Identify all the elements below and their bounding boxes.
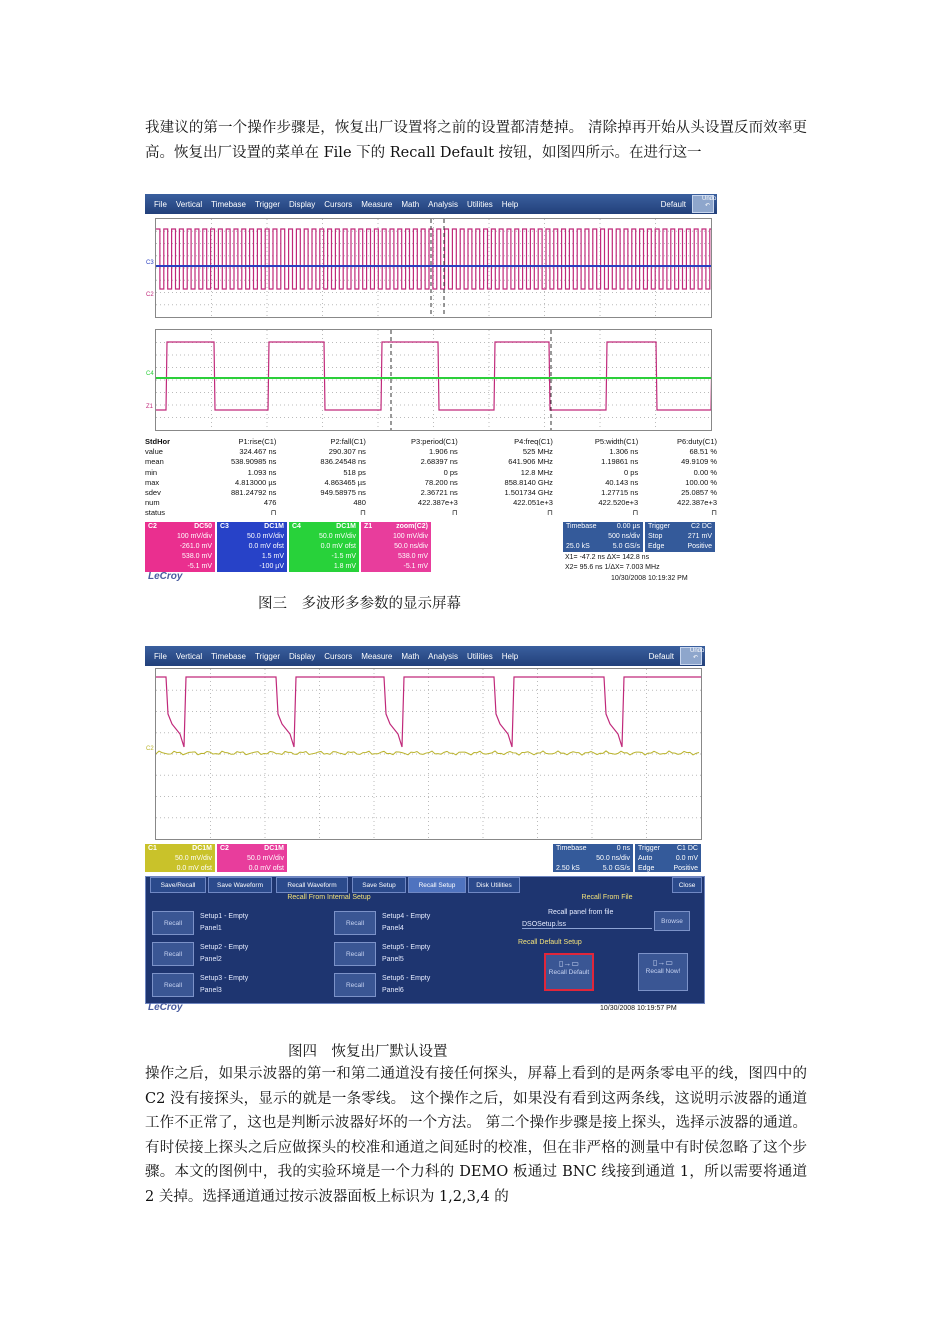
parameter-value[interactable]: P2:fall(C1): [330, 437, 366, 446]
menu-file[interactable]: File: [154, 199, 167, 209]
recall-file-label: Recall panel from file: [548, 909, 614, 916]
trigger-mode: Stop: [648, 533, 663, 540]
menu-cursors[interactable]: Cursors: [324, 199, 353, 209]
setup-name: Setup4 - Empty: [382, 913, 431, 920]
parameter-row: [145, 478, 717, 488]
channel-scale: 100 mV/div: [176, 533, 212, 540]
parameter-value: 78.200 ns: [424, 477, 458, 487]
menu-timebase[interactable]: Timebase: [211, 651, 246, 661]
channel-coupling: zoom(C2): [396, 523, 428, 530]
menu-analysis[interactable]: Analysis: [428, 199, 458, 209]
setup-slot-label: [200, 942, 248, 966]
channel-coupling: DC1M: [192, 845, 212, 852]
timebase-delay: 0 ns: [616, 845, 630, 852]
trigger-level: 0.0 mV: [675, 855, 698, 862]
setup-panel: Panel4: [382, 925, 404, 932]
recall-setup5-button[interactable]: Recall: [334, 942, 376, 966]
trigger-level: 271 mV: [687, 533, 712, 540]
trigger-mode: Auto: [638, 855, 653, 862]
parameter-value: 68.51 %: [689, 447, 717, 457]
timebase-scale: 50.0 ns/div: [596, 855, 630, 862]
channel-box-c2[interactable]: [217, 844, 287, 872]
trace-label-c3: C3: [146, 260, 154, 266]
parameter-value: 641.906 MHz: [508, 457, 553, 467]
parameter-value: 422.387e+3: [417, 498, 458, 508]
menu-trigger[interactable]: Trigger: [254, 651, 280, 661]
tab-save-recall[interactable]: Save/Recall: [150, 877, 206, 893]
parameter-label: value: [145, 447, 163, 457]
setup-panel: Panel2: [200, 956, 222, 963]
channel-scale: 50.0 mV/div: [247, 533, 284, 540]
channel-offset: 0.0 mV ofst: [320, 543, 356, 550]
tab-recall-setup[interactable]: Recall Setup: [408, 877, 466, 893]
menu-measure[interactable]: Measure: [361, 199, 393, 209]
parameter-value: 0 ps: [443, 467, 458, 477]
cursor-readout-2: X2= 95.6 ns 1/ΔX= 7.003 MHz: [565, 564, 660, 571]
trigger-type: Edge: [638, 865, 655, 872]
parameter-label: mean: [145, 457, 164, 467]
channel-readout-1: 1.5 mV: [261, 553, 284, 560]
setup-slot-label: [200, 911, 248, 935]
parameter-value: 422.387e+3: [677, 498, 717, 508]
setup-slot-label: [382, 973, 430, 997]
parameter-label: max: [145, 477, 160, 487]
parameter-value: 949.58975 ns: [320, 488, 366, 498]
channel-coupling: DC1M: [264, 845, 284, 852]
recall-file-field[interactable]: DSOSetup.lss: [522, 921, 652, 929]
menu-math[interactable]: Math: [401, 651, 420, 661]
parameter-value: ⊓: [360, 508, 366, 518]
timestamp: 10/30/2008 10:19:57 PM: [600, 1005, 677, 1012]
trigger-label: Trigger: [638, 845, 660, 852]
waveform-grid-upper[interactable]: [155, 218, 712, 318]
parameter-row: [145, 468, 717, 478]
waveform-grid-lower[interactable]: [155, 329, 712, 431]
parameter-value: 480: [353, 498, 366, 508]
parameter-label: min: [145, 467, 158, 477]
menu-display[interactable]: Display: [289, 199, 316, 209]
setup-name: Setup1 - Empty: [200, 913, 249, 920]
channel-box-c4[interactable]: [289, 522, 359, 572]
channel-readout-1: 538.0 mV: [398, 553, 428, 560]
close-button[interactable]: Close: [672, 877, 702, 893]
timebase-rate: 5.0 GS/s: [612, 543, 640, 550]
parameter-value[interactable]: P4:freq(C1): [514, 437, 553, 446]
parameter-table: [145, 437, 717, 519]
channel-offset: 50.0 ns/div: [394, 543, 428, 550]
channel-coupling: DC50: [194, 523, 212, 530]
upper-traces: [156, 219, 711, 317]
recall-setup2-button[interactable]: Recall: [152, 942, 194, 966]
parameter-row: [145, 447, 717, 457]
channel-readout-2: -5.1 mV: [187, 563, 212, 570]
waveform-grid[interactable]: [155, 668, 702, 840]
trigger-box[interactable]: [635, 844, 701, 872]
parameter-value: 0.00 %: [693, 467, 717, 477]
tab-save-setup[interactable]: Save Setup: [352, 877, 406, 893]
parameter-grid: [145, 437, 717, 519]
parameter-value[interactable]: P1:rise(C1): [238, 437, 277, 446]
menu-bar: [145, 194, 717, 214]
timebase-samples: 2.50 kS: [556, 865, 580, 872]
browse-button[interactable]: Browse: [654, 911, 690, 931]
trigger-channel: C1 DC: [676, 845, 698, 852]
parameter-value: 881.24792 ns: [230, 488, 277, 498]
default-setup-title: Recall Default Setup: [518, 939, 582, 946]
parameter-value: 518 ps: [343, 467, 366, 477]
parameter-value: ⊓: [547, 508, 553, 518]
parameter-value: 836.24548 ns: [320, 457, 366, 467]
timestamp: 10/30/2008 10:19:32 PM: [611, 575, 688, 582]
recall-now-label: Recall Now!: [645, 968, 681, 975]
body-paragraph: 操作之后，如果示波器的第一和第二通道没有接任何探头，屏幕上看到的是两条零电平的线，图四中的 C2 没有接探头，显示的就是一条零线。 这个操作之后，如果没有看到这两条线，这说明示波器的通道工作不正常了，这也是判断示波器好坏的一个方法。 第二个操作步骤是接上探头，选择示波器的通道。 有时侯接上探头之后应做探头的校准和通道之间延时的校准，但在非严格的测量中有时侯忽略了这个步骤。本文的图例中，我的实验环境是一个力科的 DEMO 板通过 BNC 线接到通道 1，所以需要将通道 2 关掉。选择通道通过按示波器面板上标识为 1,2,3,4 的: [145, 1066, 807, 1205]
parameter-value: 422.051e+3: [513, 498, 553, 508]
menu-help[interactable]: Help: [501, 199, 519, 209]
setup-name: Setup2 - Empty: [200, 944, 249, 951]
timebase-label: Timebase: [556, 845, 587, 852]
menu-display[interactable]: Display: [289, 651, 316, 661]
trigger-channel: C2 DC: [690, 523, 712, 530]
channel-readout-2: -100 µV: [259, 563, 284, 570]
setup-panel: Panel6: [382, 987, 404, 994]
c2-noise-trace: [156, 751, 699, 755]
parameter-value: 858.8140 GHz: [504, 477, 553, 487]
internal-setup-title: Recall From Internal Setup: [287, 894, 371, 901]
menu-file[interactable]: File: [154, 651, 167, 661]
parameter-row: [145, 488, 717, 498]
timebase-box[interactable]: [553, 844, 633, 872]
tab-save-waveform[interactable]: Save Waveform: [208, 877, 272, 893]
setup-name: Setup5 - Empty: [382, 944, 431, 951]
channel-name: C2: [148, 523, 157, 530]
parameter-value: 100.00 %: [685, 477, 717, 487]
channel-offset: 0.0 mV ofst: [176, 865, 212, 872]
parameter-value: 538.90985 ns: [230, 457, 277, 467]
trigger-type: Edge: [648, 543, 665, 550]
figure-3-caption: 图三 多波形多参数的显示屏幕: [258, 596, 461, 612]
parameter-value: ⊓: [632, 508, 639, 518]
trigger-label: Trigger: [648, 523, 670, 530]
parameter-value: 290.307 ns: [328, 447, 366, 457]
trigger-box[interactable]: [645, 522, 715, 552]
channel-box-c3[interactable]: [217, 522, 287, 572]
recall-setup1-button[interactable]: Recall: [152, 911, 194, 935]
setup-panel: Panel5: [382, 956, 404, 963]
parameter-value: ⊓: [451, 508, 458, 518]
parameter-value: 1.27715 ns: [601, 488, 639, 498]
recall-setup4-button[interactable]: Recall: [334, 911, 376, 935]
channel-scale: 50.0 mV/div: [247, 855, 284, 862]
menu-vertical[interactable]: Vertical: [175, 651, 203, 661]
parameter-value: 40.143 ns: [605, 477, 639, 487]
save-recall-panel: [145, 876, 705, 1004]
parameter-label: num: [145, 498, 160, 508]
recall-now-icon: ▯→▭: [653, 958, 673, 967]
menu-cursors[interactable]: Cursors: [324, 651, 353, 661]
undo-icon: ↶: [704, 203, 711, 209]
setup-slot-label: [382, 911, 430, 935]
recall-setup6-button[interactable]: Recall: [334, 973, 376, 997]
timebase-delay: 0.00 µs: [616, 523, 640, 530]
timebase-rate: 5.0 GS/s: [602, 865, 630, 872]
channel-box-c2[interactable]: [145, 522, 215, 572]
menu-measure[interactable]: Measure: [361, 651, 393, 661]
parameter-row: [145, 508, 717, 518]
parameter-header-row: [145, 437, 717, 447]
channel-box-z1[interactable]: [361, 522, 431, 572]
menu-trigger[interactable]: Trigger: [254, 199, 280, 209]
undo-icon: ↶: [692, 655, 699, 661]
timebase-scale: 500 ns/div: [608, 533, 640, 540]
parameter-value: 1.093 ns: [247, 467, 277, 477]
grid-lines: [156, 330, 711, 430]
parameter-value: 2.36721 ns: [420, 488, 458, 498]
channel-readout-2: -5.1 mV: [403, 563, 428, 570]
undo-button[interactable]: [692, 195, 717, 213]
channel-offset: -261.0 mV: [179, 543, 212, 550]
trigger-slope: Positive: [673, 865, 698, 872]
menu-utilities[interactable]: Utilities: [466, 651, 493, 661]
parameter-value: 525 MHz: [522, 447, 553, 457]
channel-scale: 50.0 mV/div: [319, 533, 356, 540]
setup-name: Setup3 - Empty: [200, 975, 249, 982]
channel-offset: 0.0 mV ofst: [248, 543, 284, 550]
menu-bar: [145, 646, 705, 666]
parameter-value: 2.68397 ns: [420, 457, 458, 467]
figure-3-screenshot: [145, 194, 717, 586]
parameter-value: 1.501734 GHz: [504, 488, 553, 498]
menu-math[interactable]: Math: [401, 199, 420, 209]
parameter-value: ⊓: [711, 508, 717, 518]
parameter-value: ⊓: [270, 508, 277, 518]
channel-box-c1[interactable]: [145, 844, 215, 872]
tab-disk-utilities[interactable]: Disk Utilities: [468, 877, 520, 893]
figure-4-caption: 图四 恢复出厂默认设置: [288, 1044, 448, 1060]
channel-scale: 100 mV/div: [392, 533, 428, 540]
z1-zoom-trace: [156, 342, 711, 410]
setup-slot-label: [382, 942, 430, 966]
channel-offset: 0.0 mV ofst: [248, 865, 284, 872]
traces: [156, 669, 701, 839]
recall-default-label: Recall Default: [548, 969, 590, 976]
tab-recall-waveform[interactable]: Recall Waveform: [276, 877, 348, 893]
parameter-value[interactable]: P6:duty(C1): [676, 437, 717, 446]
undo-button[interactable]: [680, 647, 705, 665]
lower-traces: [156, 330, 711, 430]
channel-name: Z1: [364, 523, 373, 530]
recall-default-icon: ▯→▭: [559, 959, 579, 968]
parameter-label: StdHor: [145, 437, 170, 446]
channel-name: C2: [220, 845, 229, 852]
menu-default[interactable]: Default: [648, 651, 674, 661]
trace-label-z1: Z1: [146, 404, 154, 410]
menu-analysis[interactable]: Analysis: [428, 651, 458, 661]
setup-panel: Panel1: [200, 925, 222, 932]
setup-panel: Panel3: [200, 987, 222, 994]
parameter-value: 0 ps: [624, 467, 639, 477]
cursor-readout-1: X1= -47.2 ns ΔX= 142.8 ns: [565, 554, 650, 561]
trace-label-c4: C4: [146, 371, 154, 377]
parameter-value: 476: [263, 498, 277, 508]
setup-slot-label: [200, 973, 248, 997]
parameter-value: 12.8 MHz: [520, 467, 553, 477]
channel-readout-1: 538.0 mV: [182, 553, 212, 560]
parameter-value: 324.467 ns: [239, 447, 277, 457]
menu-vertical[interactable]: Vertical: [175, 199, 203, 209]
channel-scale: 50.0 mV/div: [175, 855, 212, 862]
lecroy-logo: LeCroy: [148, 571, 183, 582]
parameter-value: 4.863465 µs: [324, 477, 366, 487]
channel-coupling: DC1M: [336, 523, 356, 530]
menu-help[interactable]: Help: [501, 651, 519, 661]
parameter-value[interactable]: P5:width(C1): [594, 437, 639, 446]
channel-name: C1: [148, 845, 157, 852]
channel-name: C3: [220, 523, 229, 530]
grid-lines: [156, 669, 701, 839]
channel-name: C4: [292, 523, 301, 530]
timebase-samples: 25.0 kS: [566, 543, 590, 550]
trigger-slope: Positive: [687, 543, 712, 550]
parameter-value[interactable]: P3:period(C1): [411, 437, 458, 446]
parameter-value: 4.813000 µs: [235, 477, 277, 487]
menu-default[interactable]: Default: [660, 199, 686, 209]
parameter-row: [145, 457, 717, 467]
recall-file-title: Recall From File: [581, 894, 633, 901]
recall-setup3-button[interactable]: Recall: [152, 973, 194, 997]
intro-paragraph: 我建议的第一个操作步骤是，恢复出厂设置将之前的设置都清楚掉。 清除掉再开始从头设置反而效率更高。恢复出厂设置的菜单在 File 下的 Recall Default 按钮，如图四所示。在进行这一: [145, 120, 807, 161]
parameter-label: sdev: [145, 488, 161, 498]
channel-readout-1: -1.5 mV: [331, 553, 356, 560]
menu-timebase[interactable]: Timebase: [211, 199, 246, 209]
undo-label: Undo: [690, 648, 705, 654]
c2-square-wave-trace: [156, 229, 711, 289]
figure-4-screenshot: [145, 646, 705, 1016]
parameter-value: 422.520e+3: [598, 498, 639, 508]
channel-coupling: DC1M: [264, 523, 284, 530]
undo-label: Undo: [702, 196, 717, 202]
setup-name: Setup6 - Empty: [382, 975, 431, 982]
parameter-value: 49.9109 %: [681, 457, 717, 467]
channel-readout-2: 1.8 mV: [333, 563, 356, 570]
lecroy-logo: LeCroy: [148, 1002, 183, 1013]
parameter-value: 1.19861 ns: [601, 457, 639, 467]
timebase-box[interactable]: [563, 522, 643, 552]
parameter-value: 1.306 ns: [609, 447, 639, 457]
timebase-label: Timebase: [566, 523, 597, 530]
recall-default-button[interactable]: [544, 953, 594, 991]
parameter-row: [145, 498, 717, 508]
recall-now-button[interactable]: [638, 953, 688, 991]
parameter-label: status: [145, 508, 166, 518]
parameter-value: 25.0857 %: [681, 488, 717, 498]
menu-utilities[interactable]: Utilities: [466, 199, 493, 209]
parameter-value: 1.906 ns: [428, 447, 458, 457]
trace-label-c2: C2: [146, 292, 154, 298]
trace-label-c2: C2: [146, 746, 154, 752]
